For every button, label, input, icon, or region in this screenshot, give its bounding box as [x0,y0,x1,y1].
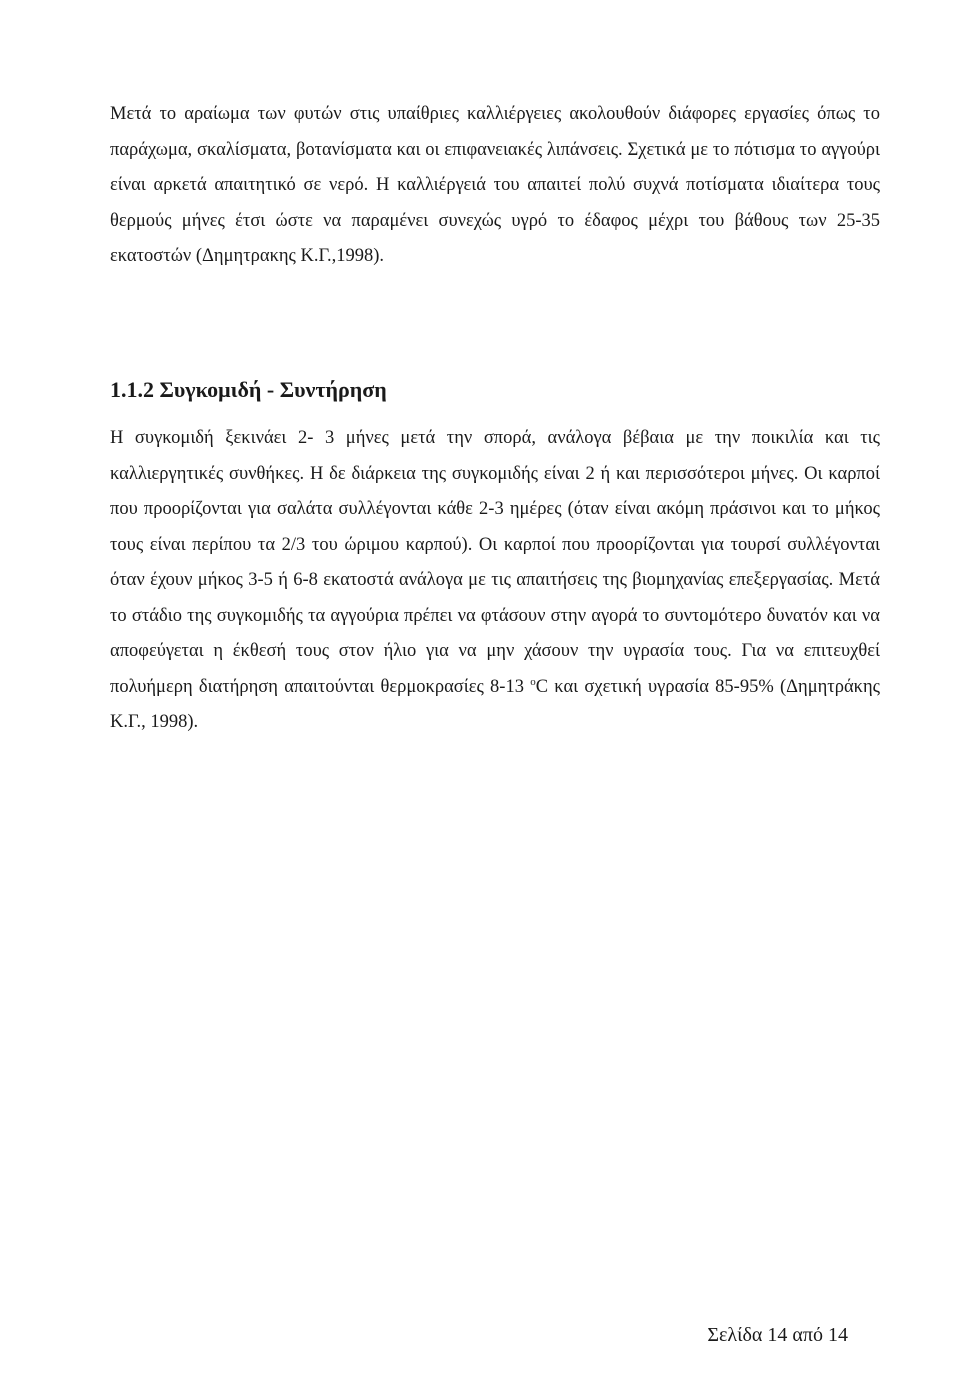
page-number-footer: Σελίδα 14 από 14 [707,1324,848,1346]
intro-paragraph: Μετά το αραίωμα των φυτών στις υπαίθριες καλλιέργειες ακολουθούν διάφορες εργασίες όπως το παράχωμα, σκαλίσματα, βοτανίσματα και οι επιφανειακές λιπάνσεις. Σχετικά με το πότισμα το αγγούρι είναι αρκετά απαιτητικό σε νερό. Η καλλιέργειά του απαιτεί πολύ συχνά ποτίσματα ιδιαίτερα τους θερμούς μήνες έτσι ώστε να παραμένει συνεχώς υγρό το έδαφος μέχρι του βάθους των 25-35 εκατοστών (Δημητρακης Κ.Γ.,1998). [110,104,880,266]
harvest-paragraph-text: Η συγκομιδή ξεκινάει 2- 3 μήνες μετά την σπορά, ανάλογα βέβαια με την ποικιλία και τις καλλιεργητικές συνθήκες. Η δε διάρκεια της συγκομιδής είναι 2 ή και περισσότεροι μήνες. Οι καρποί που προορίζονται για σαλάτα συλλέγονται κάθε 2-3 ημέρες (όταν είναι ακόμη πράσινοι και το μήκος τους είναι περίπου τα 2/3 του ώριμου καρπού). Οι καρποί που προορίζονται για τουρσί συλλέγονται όταν έχουν μήκος 3-5 ή 6-8 εκατοστά ανάλογα με τις απαιτήσεις της βιομηχανίας επεξεργασίας. Μετά το στάδιο της συγκομιδής τα αγγούρια πρέπει να φτάσουν στην αγορά το συντομότερο δυνατόν και να αποφεύγεται η έκθεσή τους στον ήλιο για να μην χάσουν την υγρασία τους. Για να επιτευχθεί πολυήμερη διατήρηση απαιτούνται θερμοκρασίες 8-13 [110,428,880,697]
harvest-paragraph-text-end: C και σχετική υγρασία 85-95% (Δημητράκης Κ.Γ., 1998). [110,676,880,732]
degree-symbol: o [530,675,536,688]
harvest-paragraph [110,421,880,741]
section-heading: 1.1.2 Συγκομιδή - Συντήρηση [110,377,387,402]
